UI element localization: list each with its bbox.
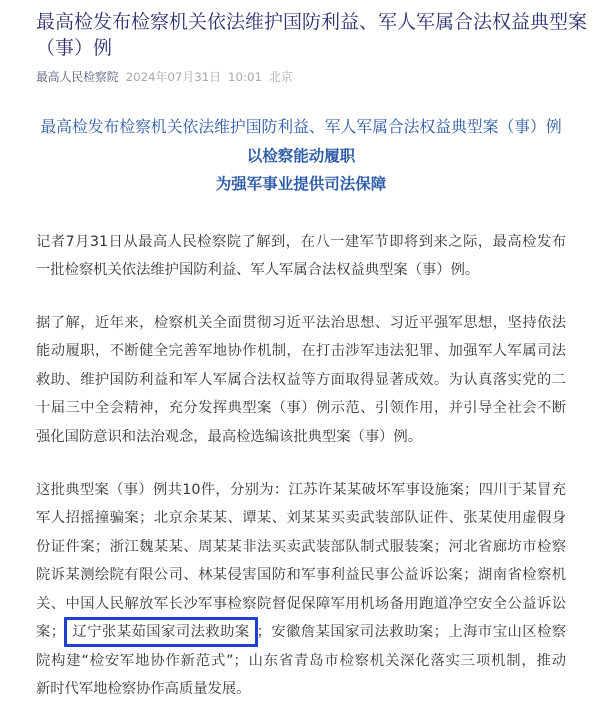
paragraph-line: 据了解，近年来，检察机关全面贯彻习近平法治思想、习近平强军思想，坚持依法 — [36, 314, 566, 331]
subtitle-headline: 最高检发布检察机关依法维护国防利益、军人军属合法权益典型案（事）例 — [40, 117, 562, 136]
paragraph-line: 能动履职，不断健全完善军地协作机制，在打击涉军违法犯罪、加强军人军属司法 — [36, 343, 566, 360]
subtitle-slogan-line: 以检察能动履职 — [246, 146, 356, 165]
paragraph-line: 份证件案；浙江魏某某、周某某非法买卖武装部队制式服装案；河北省廊坊市检察 — [36, 538, 566, 555]
article-meta — [36, 67, 293, 87]
paragraph-line: 关、中国人民解放军长沙军事检察院督促保障军用机场备用跑道净空安全公益诉讼 — [36, 595, 566, 612]
paragraph-line: 一批检察机关依法维护国防利益、军人军属合法权益典型案（事）例。 — [36, 262, 480, 279]
paragraph-line: 军人招摇撞骗案；北京余某某、谭某、刘某某买卖武装部队证件、张某使用虚假身 — [36, 510, 566, 527]
highlighted-case — [67, 624, 255, 640]
paragraph-line: 十届三中全会精神，充分发挥典型案（事）例示范、引领作用，并引导全社会不断 — [36, 400, 566, 417]
subtitle-slogan-line: 为强军事业提供司法保障 — [215, 175, 387, 193]
publish-location: 北京 — [269, 70, 293, 84]
paragraph-line: 救助、维护国防利益和军人军属合法权益等方面取得显著成效。为认真落实党的二 — [36, 371, 566, 388]
paragraph-line: 院构建“检安军地协作新范式”；山东省青岛市检察机关深化落实三项机制，推动 — [36, 652, 566, 669]
highlighted-case-text: 辽宁张某茹国家司法救助案 — [72, 624, 250, 641]
paragraph-line: 这批典型案（事）例共10件，分别为：江苏许某某破坏军事设施案；四川于某冒充 — [36, 481, 566, 498]
line-segment-after: ；安徽詹某国家司法救助案；上海市宝山区检察 — [256, 624, 567, 641]
paragraph-background — [36, 309, 566, 452]
source-link[interactable]: 最高人民检察院 — [36, 70, 119, 84]
paragraph-case-list — [36, 476, 566, 704]
paragraph-intro — [36, 228, 566, 285]
paragraph-line-highlighted — [36, 618, 566, 647]
publish-time: 10:01 — [228, 70, 263, 84]
line-segment-before: 案； — [36, 624, 66, 641]
article-subtitle — [21, 113, 581, 199]
paragraph-line: 新时代军地检察协作高质量发展。 — [36, 681, 251, 698]
paragraph-line: 强化国防意识和法治观念，最高检选编该批典型案（事）例。 — [36, 428, 423, 445]
article-title: 最高检发布检察机关依法维护国防利益、军人军属合法权益典型案（事）例 — [36, 11, 588, 59]
paragraph-line: 院诉某测绘院有限公司、林某侵害国防和军事利益民事公益诉讼案；湖南省检察机 — [36, 567, 566, 584]
paragraph-line: 记者7月31日从最高人民检察院了解到，在八一建军节即将到来之际，最高检发布 — [36, 233, 566, 250]
publish-date: 2024年07月31日 — [125, 70, 222, 84]
